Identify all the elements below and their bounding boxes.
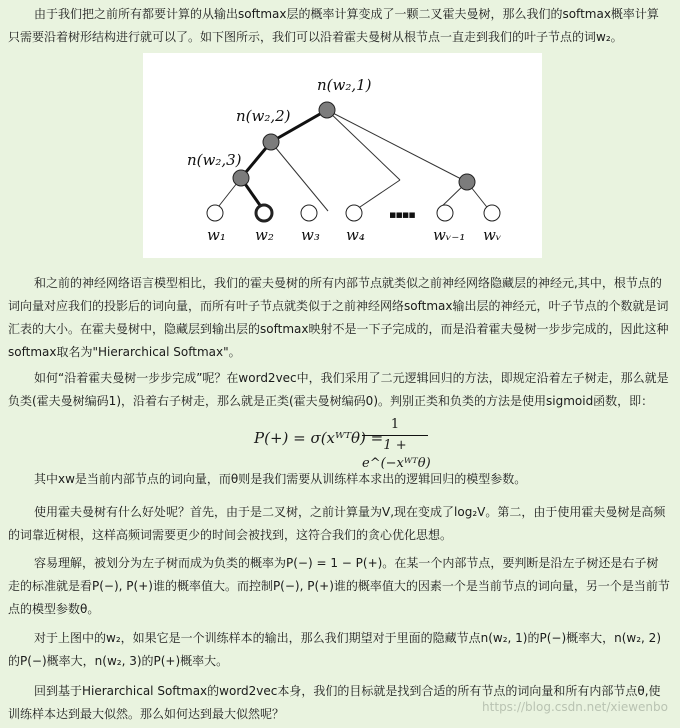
node-label-n3: n(w₂,3)	[187, 151, 242, 169]
leaf-label-w3: w₃	[301, 226, 320, 244]
paragraph-probability: 容易理解，被划分为左子树而成为负类的概率为P(−) = 1 − P(+)。在某一个内部节点，要判断是沿左子树还是右子树走的标准就是看P(−), P(+)谁的概率值大。而控制P(−), P(+)谁的概率值大的因素一个是当前节点的词向量，另一个是当前节点的模型参数θ。	[8, 556, 670, 616]
node-label-n1: n(w₂,1)	[317, 76, 372, 94]
paragraph-benefits: 使用霍夫曼树有什么好处呢？首先，由于是二叉树，之前计算量为V,现在变成了log₂V。第二，由于使用霍夫曼树是高频的词靠近树根，这样高频词需要更少的时间会被找到，这符合我们的贪心优化思想。	[8, 505, 666, 542]
leaf-ellipsis: ▪▪▪▪	[389, 208, 415, 221]
formula-denominator: 1 + e^(−xᵂᵀθ)	[362, 438, 431, 471]
leaf-label-w4: w₄	[346, 226, 365, 244]
huffman-tree-figure	[143, 53, 542, 258]
watermark: https://blog.csdn.net/xiewenbo	[482, 700, 668, 714]
paragraph-intro: 由于我们把之前所有都要计算的从输出softmax层的概率计算变成了一颗二叉霍夫曼树，那么我们的softmax概率计算只需要沿着树形结构进行就可以了。如下图所示，我们可以沿着霍夫曼树从根节点一直走到我们的叶子节点的词w₂。	[8, 7, 659, 44]
leaf-label-wv: wᵥ	[483, 226, 502, 244]
formula-numerator: 1	[390, 417, 400, 432]
formula-lhs: P(+) = σ(xᵂᵀθ) =	[254, 429, 384, 447]
paragraph-goal: 回到基于Hierarchical Softmax的word2vec本身，我们的目标就是找到合适的所有节点的词向量和所有内部节点θ,使训练样本达到最大似然。那么如何达到最大似然呢？	[8, 684, 661, 721]
internal-node-right	[459, 174, 475, 190]
leaf-node	[301, 205, 317, 221]
leaf-node	[484, 205, 500, 221]
node-label-n2: n(w₂,2)	[236, 107, 291, 125]
leaf-node	[346, 205, 362, 221]
paragraph-comparison: 和之前的神经网络语言模型相比，我们的霍夫曼树的所有内部节点就类似之前神经网络隐藏层的神经元,其中，根节点的词向量对应我们的投影后的词向量，而所有叶子节点就类似于之前神经网络softmax输出层的神经元，叶子节点的个数就是词汇表的大小。在霍夫曼树中，隐藏层到输出层的softmax映射不是一下子完成的，而是沿着霍夫曼树一步步完成的，因此这种softmax取名为"Hierarchical Softmax"。	[8, 276, 669, 359]
huffman-tree-diagram	[143, 53, 542, 258]
sigmoid-formula	[0, 416, 680, 471]
leaf-node	[207, 205, 223, 221]
leaf-node-highlighted	[256, 205, 272, 221]
internal-node-3	[233, 170, 249, 186]
leaf-label-wv-1: wᵥ₋₁	[433, 226, 466, 244]
leaf-label-w1: w₁	[207, 226, 226, 244]
leaf-label-w2: w₂	[255, 226, 274, 244]
internal-node-root	[319, 102, 335, 118]
paragraph-how: 如何“沿着霍夫曼树一步步完成”呢？在word2vec中，我们采用了二元逻辑回归的方法，即规定沿着左子树走，那么就是负类(霍夫曼树编码1)，沿着右子树走，那么就是正类(霍夫曼树编码0)。判别正类和负类的方法是使用sigmoid函数，即：	[8, 371, 669, 408]
internal-node-2	[263, 134, 279, 150]
paragraph-example: 对于上图中的w₂，如果它是一个训练样本的输出，那么我们期望对于里面的隐藏节点n(w₂, 1)的P(−)概率大，n(w₂, 2)的P(−)概率大，n(w₂, 3)的P(+)概率大。	[8, 631, 661, 668]
fraction-bar	[362, 435, 428, 436]
formula-fraction	[362, 416, 431, 473]
leaf-node	[437, 205, 453, 221]
highlighted-path	[241, 110, 327, 211]
paragraph-params: 其中xw是当前内部节点的词向量，而θ则是我们需要从训练样本求出的逻辑回归的模型参数。	[34, 472, 527, 486]
